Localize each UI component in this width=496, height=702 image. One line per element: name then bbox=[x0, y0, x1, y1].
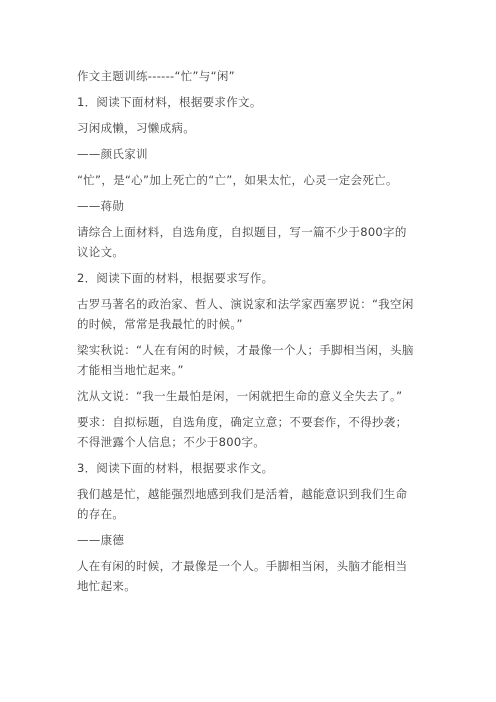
quote-text: “忙”，是“心”加上死亡的“亡”，如果太忙，心灵一定会死亡。 bbox=[77, 173, 398, 187]
quote-text: 沈从文说：“我一生最怕是闲，一闲就把生命的意义全失去了。” bbox=[77, 389, 403, 403]
quote-text: 我们越是忙，越能强烈地感到我们是活着，越能意识到我们生命的存在。 bbox=[77, 487, 408, 521]
document-body bbox=[77, 66, 417, 602]
quote-source: ——康德 bbox=[77, 533, 125, 547]
quote-text: 习闲成懒，习懒成病。 bbox=[77, 121, 195, 135]
prompt-1-heading: 1．阅读下面材料，根据要求作文。 bbox=[77, 95, 262, 109]
document-title: 作文主题训练------“忙”与“闲” bbox=[77, 69, 235, 83]
quote-source: ——颜氏家训 bbox=[77, 147, 148, 161]
quote-text: 古罗马著名的政治家、哲人、演说家和法学家西塞罗说：“我空闲的时候，常常是我最忙的时候。” bbox=[77, 297, 414, 331]
quote-text: 人在有闲的时候，才最像是一个人。手脚相当闲，头脑才能相当地忙起来。 bbox=[77, 559, 408, 593]
prompt-3-heading: 3．阅读下面的材料，根据要求作文。 bbox=[77, 461, 274, 475]
prompt-2-requirement: 要求：自拟标题，自选角度，确定立意；不要套作，不得抄袭；不得泄露个人信息；不少于800字。 bbox=[77, 415, 408, 449]
quote-text: 梁实秋说：“人在有闲的时候，才最像一个人；手脚相当闲，头脑才能相当地忙起来。” bbox=[77, 343, 414, 377]
prompt-1-requirement: 请综合上面材料，自选角度，自拟题目，写一篇不少于800字的议论文。 bbox=[77, 225, 407, 259]
prompt-2-heading: 2．阅读下面的材料，根据要求写作。 bbox=[77, 271, 274, 285]
quote-source: ——蒋勋 bbox=[77, 199, 125, 213]
